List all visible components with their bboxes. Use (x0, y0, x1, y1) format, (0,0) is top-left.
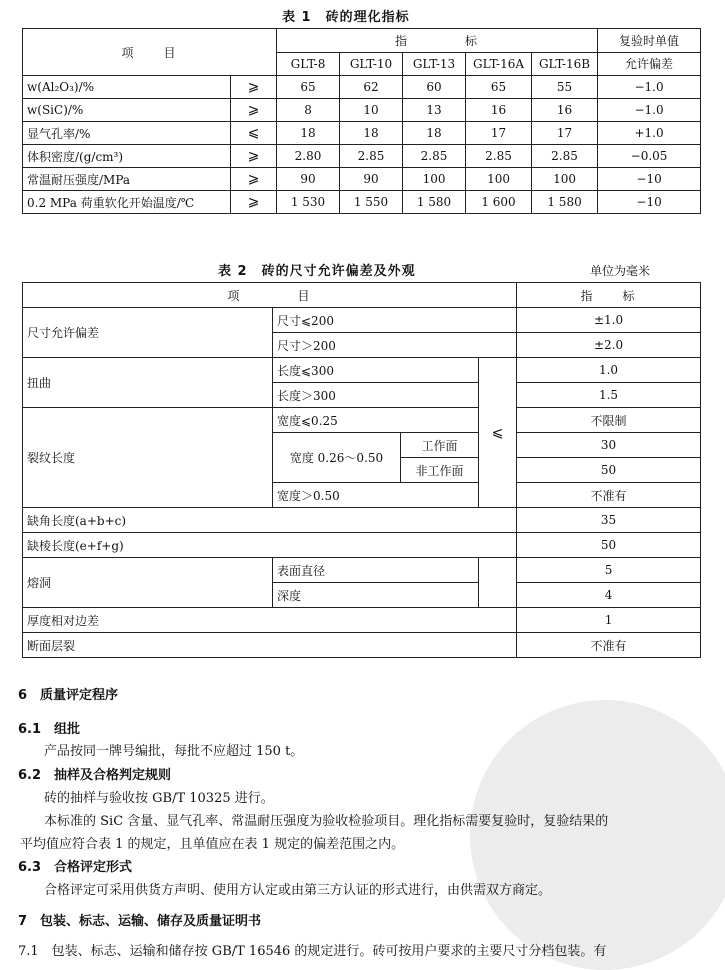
row-value: 1 530 (277, 191, 340, 214)
length-le300-value: 1.0 (517, 358, 701, 383)
row-relation: ⩾ (231, 145, 277, 168)
row-value: 65 (277, 76, 340, 99)
width-le025: 宽度⩽0.25 (273, 408, 479, 433)
paragraph-6-3: 合格评定可采用供货方声明、使用方认定或由第三方认证的形式进行，由供需双方商定。 (44, 883, 552, 898)
row-value: 2.85 (532, 145, 598, 168)
row-value: 17 (466, 122, 532, 145)
paragraph-7-1: 7.1 包装、标志、运输和储存按 GB/T 16546 的规定进行。砖可按用户要求的主要尺寸分档包装。有 (18, 944, 607, 959)
table2-header-item: 项 目 (23, 283, 517, 308)
row-name: 0.2 MPa 荷重软化开始温度/℃ (23, 191, 231, 214)
row-value: 2.85 (340, 145, 403, 168)
grade-cell: GLT-16A (466, 52, 532, 76)
size-deviation-label: 尺寸允许偏差 (23, 308, 273, 358)
table-row (23, 76, 701, 99)
section-6-2-heading: 6.2 抽样及合格判定规则 (18, 768, 172, 783)
table2-header-index: 指 标 (517, 283, 701, 308)
size-le200: 尺寸⩽200 (273, 308, 517, 333)
row-value: 2.85 (403, 145, 466, 168)
row-value: 16 (532, 99, 598, 122)
row-deviation: −1.0 (598, 99, 701, 122)
row-value: 100 (403, 168, 466, 191)
row-value: 8 (277, 99, 340, 122)
size-gt200: 尺寸＞200 (273, 333, 517, 358)
row-value: 13 (403, 99, 466, 122)
row-name: 显气孔率/% (23, 122, 231, 145)
row-relation: ⩾ (231, 168, 277, 191)
grade-cell: GLT-8 (277, 52, 340, 76)
row-value: 18 (340, 122, 403, 145)
row-value: 18 (277, 122, 340, 145)
section-6-3-heading: 6.3 合格评定形式 (18, 860, 133, 875)
seal-watermark (470, 700, 725, 970)
size-le200-value: ±1.0 (517, 308, 701, 333)
row-name: 常温耐压强度/MPa (23, 168, 231, 191)
table-row (23, 191, 701, 214)
row-relation: ⩾ (231, 99, 277, 122)
row-value: 1 550 (340, 191, 403, 214)
row-deviation: +1.0 (598, 122, 701, 145)
table2 (22, 282, 701, 658)
row-name: 体积密度/(g/cm³) (23, 145, 231, 168)
nonwork-face-value: 50 (517, 458, 701, 483)
grade-cell: GLT-16B (532, 52, 598, 76)
width-gt050-value: 不准有 (517, 483, 701, 508)
section-6-1-heading: 6.1 组批 (18, 722, 81, 737)
table1-header-item: 项 目 (23, 29, 277, 76)
row-value: 65 (466, 76, 532, 99)
table-row (23, 145, 701, 168)
row-deviation: −10 (598, 191, 701, 214)
row-value: 2.85 (466, 145, 532, 168)
length-gt300-value: 1.5 (517, 383, 701, 408)
row-value: 90 (340, 168, 403, 191)
surface-diameter-value: 5 (517, 558, 701, 583)
row-value: 18 (403, 122, 466, 145)
length-le300: 长度⩽300 (273, 358, 479, 383)
table1-header-retest: 复验时单值 (598, 29, 701, 53)
width-mid: 宽度 0.26～0.50 (273, 433, 401, 483)
width-le025-value: 不限制 (517, 408, 701, 433)
paragraph-6-1: 产品按同一牌号编批，每批不应超过 150 t。 (44, 744, 304, 759)
row-value: 100 (532, 168, 598, 191)
size-gt200-value: ±2.0 (517, 333, 701, 358)
corner-value: 35 (517, 508, 701, 533)
paragraph-6-2-a: 砖的抽样与验收按 GB/T 10325 进行。 (44, 791, 274, 806)
row-value: 100 (466, 168, 532, 191)
row-deviation: −1.0 (598, 76, 701, 99)
width-gt050: 宽度＞0.50 (273, 483, 479, 508)
section-6-heading: 6 质量评定程序 (18, 688, 119, 703)
edge-label: 缺棱长度(e+f+g) (23, 533, 517, 558)
row-value: 90 (277, 168, 340, 191)
row-relation: ⩽ (231, 122, 277, 145)
grade-cell: GLT-10 (340, 52, 403, 76)
crack-label: 裂纹长度 (23, 408, 273, 508)
table2-unit: 单位为毫米 (590, 264, 651, 278)
table2-caption: 表 2 砖的尺寸允许偏差及外观 (218, 264, 416, 279)
length-gt300: 长度＞300 (273, 383, 479, 408)
section-label: 断面层裂 (23, 633, 517, 658)
paragraph-6-2-b: 本标准的 SiC 含量、显气孔率、常温耐压强度为验收检验项目。理化指标需要复验时，复验结果的 (44, 814, 609, 829)
row-deviation: −0.05 (598, 145, 701, 168)
thickness-value: 1 (517, 608, 701, 633)
thickness-label: 厚度相对边差 (23, 608, 517, 633)
row-value: 1 580 (532, 191, 598, 214)
row-value: 60 (403, 76, 466, 99)
table-row (23, 122, 701, 145)
row-deviation: −10 (598, 168, 701, 191)
work-face: 工作面 (401, 433, 479, 458)
twist-label: 扭曲 (23, 358, 273, 408)
row-relation: ⩾ (231, 76, 277, 99)
row-value: 10 (340, 99, 403, 122)
row-value: 62 (340, 76, 403, 99)
table1-header-retest2: 允许偏差 (598, 52, 701, 76)
work-face-value: 30 (517, 433, 701, 458)
table1 (22, 28, 701, 214)
melt-label: 熔洞 (23, 558, 273, 608)
nonwork-face: 非工作面 (401, 458, 479, 483)
table-row (23, 99, 701, 122)
paragraph-6-2-c: 平均值应符合表 1 的规定，且单值应在表 1 规定的偏差范围之内。 (20, 837, 405, 852)
row-relation: ⩾ (231, 191, 277, 214)
surface-diameter: 表面直径 (273, 558, 479, 583)
row-value: 2.80 (277, 145, 340, 168)
section-7-heading: 7 包装、标志、运输、储存及质量证明书 (18, 914, 262, 929)
corner-label: 缺角长度(a+b+c) (23, 508, 517, 533)
le-sign: ⩽ (479, 358, 517, 508)
row-value: 1 580 (403, 191, 466, 214)
section-value: 不准有 (517, 633, 701, 658)
grade-cell: GLT-13 (403, 52, 466, 76)
row-name: w(Al₂O₃)/% (23, 76, 231, 99)
edge-value: 50 (517, 533, 701, 558)
row-value: 16 (466, 99, 532, 122)
table1-header-index: 指 标 (277, 29, 598, 53)
depth: 深度 (273, 583, 479, 608)
row-value: 1 600 (466, 191, 532, 214)
row-name: w(SiC)/% (23, 99, 231, 122)
row-value: 17 (532, 122, 598, 145)
row-value: 55 (532, 76, 598, 99)
table-row (23, 168, 701, 191)
depth-value: 4 (517, 583, 701, 608)
table1-caption: 表 1 砖的理化指标 (282, 10, 410, 25)
